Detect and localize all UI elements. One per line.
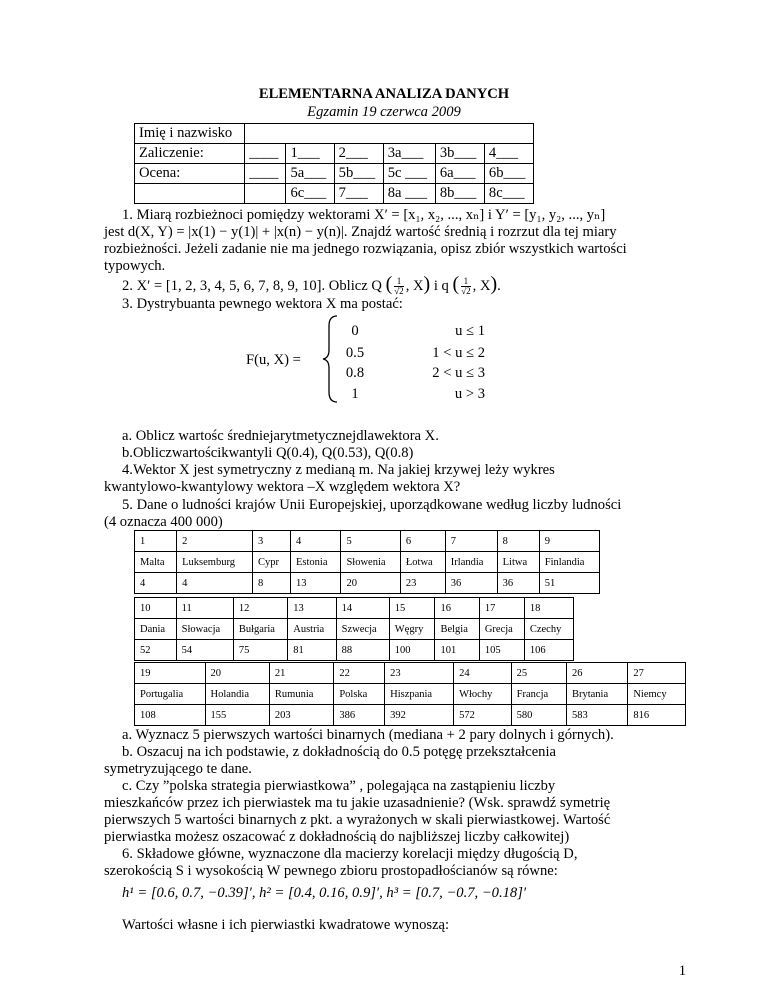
problem-5c: pierwszych 5 wartości binarnych z pkt. a wyrażonych w skali pierwiastkowej. Wartość [104, 812, 611, 828]
case-condition: 2 < u ≤ 3 [432, 365, 485, 381]
grade-row: Ocena: ____ 5a___ 5b___ 5c ___ 6a___ 6b___ [135, 164, 534, 184]
problem-3a: a. Oblicz wartośc średniejarytmetycznejdlawektora X. [122, 428, 439, 444]
grade-row: 6c___ 7___ 8a ___ 8b___ 8c___ [135, 184, 534, 204]
cdf-lhs: F(u, X) = [246, 352, 301, 368]
case-value: 0.8 [345, 365, 365, 381]
grade-row: Zaliczenie: ____ 1___ 2___ 3a___ 3b___ 4___ [135, 144, 534, 164]
problem-5b: symetryzującego te dane. [104, 761, 252, 777]
problem-4-line: 4.Wektor X jest symetryczny z medianą m. Na jakiej krzywej leży wykres [122, 462, 555, 478]
problem-1-line: typowych. [104, 258, 166, 274]
problem-5c: pierwiastka możesz oszacować z dokładnością do najbliższej liczby całkowitej) [104, 829, 570, 845]
table-row: 108 155 203 386 392 572 580 583 816 [135, 705, 686, 726]
problem-1-line: 1. Miarą rozbieżnoci pomiędzy wektorami X′ = [x₁, x₂, ..., xₙ] i Y′ = [y₁, y₂, ..., yₙ] [122, 207, 606, 223]
grade-table [134, 123, 534, 204]
problem-1-line: jest d(X, Y) = |x(1) − y(1)| + |x(n) − y(n)|. Znajdź wartość średnią i rozrzut dla tej miary [104, 224, 617, 240]
case-condition: u > 3 [454, 386, 485, 402]
table-row: 10 11 12 13 14 15 16 17 18 [135, 598, 574, 619]
document-subtitle: Egzamin 19 czerwca 2009 [307, 104, 461, 120]
table-row: Dania Słowacja Bułgaria Austria Szwecja Węgry Belgia Grecja Czechy [135, 619, 574, 640]
problem-1-line: rozbieżności. Jeżeli zadanie nie ma jednego rozwiązania, opisz zbiór wszystkich wartości [104, 241, 627, 257]
table-row: 1 2 3 4 5 6 7 8 9 [135, 531, 600, 552]
problem-6-line: 6. Składowe główne, wyznaczone dla macierzy korelacji między długością D, [122, 846, 578, 862]
table-row: Malta Luksemburg Cypr Estonia Słowenia Łotwa Irlandia Litwa Finlandia [135, 552, 600, 573]
document-title: ELEMENTARNA ANALIZA DANYCH [258, 86, 510, 102]
case-condition: u ≤ 1 [455, 323, 485, 339]
problem-3-intro: 3. Dystrybuanta pewnego wektora X ma postać: [122, 296, 403, 312]
problem-5a: a. Wyznacz 5 pierwszych wartości binarnych (mediana + 2 pary dolnych i górnych). [122, 727, 614, 743]
population-table-3 [134, 662, 686, 726]
problem-5-line: (4 oznacza 400 000) [104, 514, 223, 530]
problem-2: 2. X′ = [1, 2, 3, 4, 5, 6, 7, 8, 9, 10]. Oblicz Q ( $\frac{1}{√2}$ , X) i q ( $\frac{1}{√2}$ , X). [122, 273, 501, 297]
case-condition: 1 < u ≤ 2 [432, 345, 485, 361]
population-table-1 [134, 530, 600, 594]
page-number: 1 [678, 963, 686, 979]
case-value: 0 [351, 323, 359, 339]
name-label: Imię i nazwisko [135, 124, 245, 144]
problem-6-line: Wartości własne i ich pierwiastki kwadratowe wynoszą: [122, 917, 450, 933]
case-value: 1 [351, 386, 359, 402]
problem-5c: mieszkańców przez ich pierwiastek ma tu jakie uzasadnienie? (Wsk. sprawdź symetrię [104, 795, 611, 811]
problem-6-line: szerokością S i wysokością W pewnego zbioru prostopadłościanów są równe: [104, 863, 558, 879]
problem-5b: b. Oszacuj na ich podstawie, z dokładnością do 0.5 potęgę przekształcenia [122, 744, 557, 760]
problem-4-line: kwantylowo-kwantylowy wektora –X względem wektora X? [104, 479, 461, 495]
name-field[interactable] [245, 124, 534, 144]
table-row: 4 4 8 13 20 23 36 36 51 [135, 573, 600, 594]
table-row: Portugalia Holandia Rumunia Polska Hiszpania Włochy Francja Brytania Niemcy [135, 684, 686, 705]
table-row: 19 20 21 22 23 24 25 26 27 [135, 663, 686, 684]
case-value: 0.5 [345, 345, 365, 361]
principal-components-formula: h¹ = [0.6, 0.7, −0.39]′, h² = [0.4, 0.16, 0.9]′, h³ = [0.7, −0.7, −0.18]′ [122, 885, 527, 901]
population-table-2 [134, 597, 574, 661]
problem-5-line: 5. Dane o ludności krajów Unii Europejskiej, uporządkowane według liczby ludności [122, 497, 622, 513]
table-row: 52 54 75 81 88 100 101 105 106 [135, 640, 574, 661]
problem-5c: c. Czy ”polska strategia pierwiastkowa” , polegająca na zastąpieniu liczby [122, 778, 556, 794]
problem-3b: b.Obliczwartościkwantyli Q(0.4), Q(0.53), Q(0.8) [122, 445, 414, 461]
